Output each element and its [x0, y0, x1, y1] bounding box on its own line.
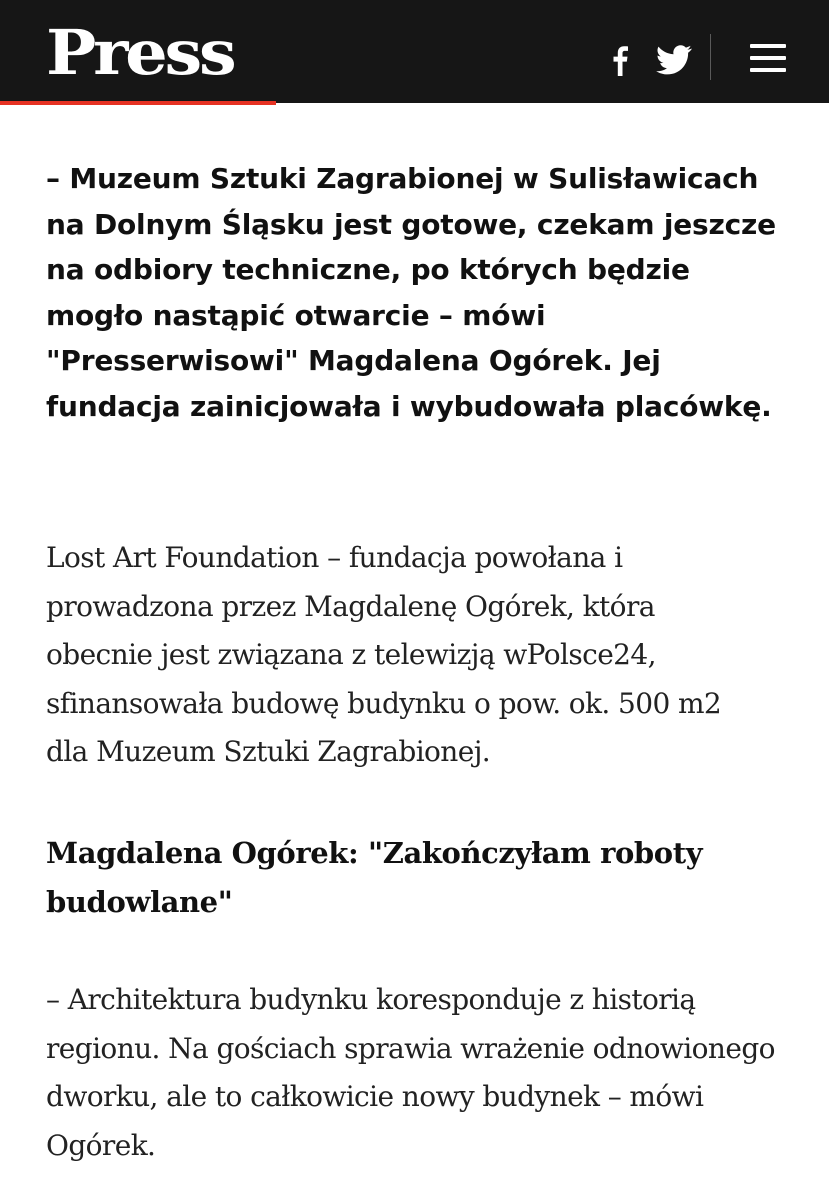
- header-divider: [710, 34, 711, 80]
- article-subheading: Magdalena Ogórek: "Zakończyłam roboty budowlane": [46, 836, 703, 919]
- header-accent-bar: [0, 101, 276, 105]
- twitter-icon[interactable]: [656, 44, 692, 76]
- article-paragraph: – Architektura budynku koresponduje z historią regionu. Na gościach sprawia wrażenie odnowionego dworku, ale to całkowicie nowy budynek – mówi Ogórek.: [46, 983, 775, 1162]
- menu-icon[interactable]: [750, 44, 786, 72]
- article-lead: – Muzeum Sztuki Zagrabionej w Sulisławicach na Dolnym Śląsku jest gotowe, czekam jeszcze na odbiory techniczne, po których będzie mogło nastąpić otwarcie – mówi "Presserwisowi" Magdalena Ogórek. Jej fundacja zainicjowała i wybudowała placówkę.: [46, 162, 776, 423]
- facebook-icon[interactable]: [608, 44, 630, 76]
- site-logo[interactable]: Press: [46, 16, 234, 89]
- article-paragraph: Lost Art Foundation – fundacja powołana i prowadzona przez Magdalenę Ogórek, która obecnie jest związana z telewizją wPolsce24, sfinansowała budowę budynku o pow. ok. 500 m2 dla Muzeum Sztuki Zagrabionej.: [46, 541, 722, 768]
- site-header: [0, 0, 829, 103]
